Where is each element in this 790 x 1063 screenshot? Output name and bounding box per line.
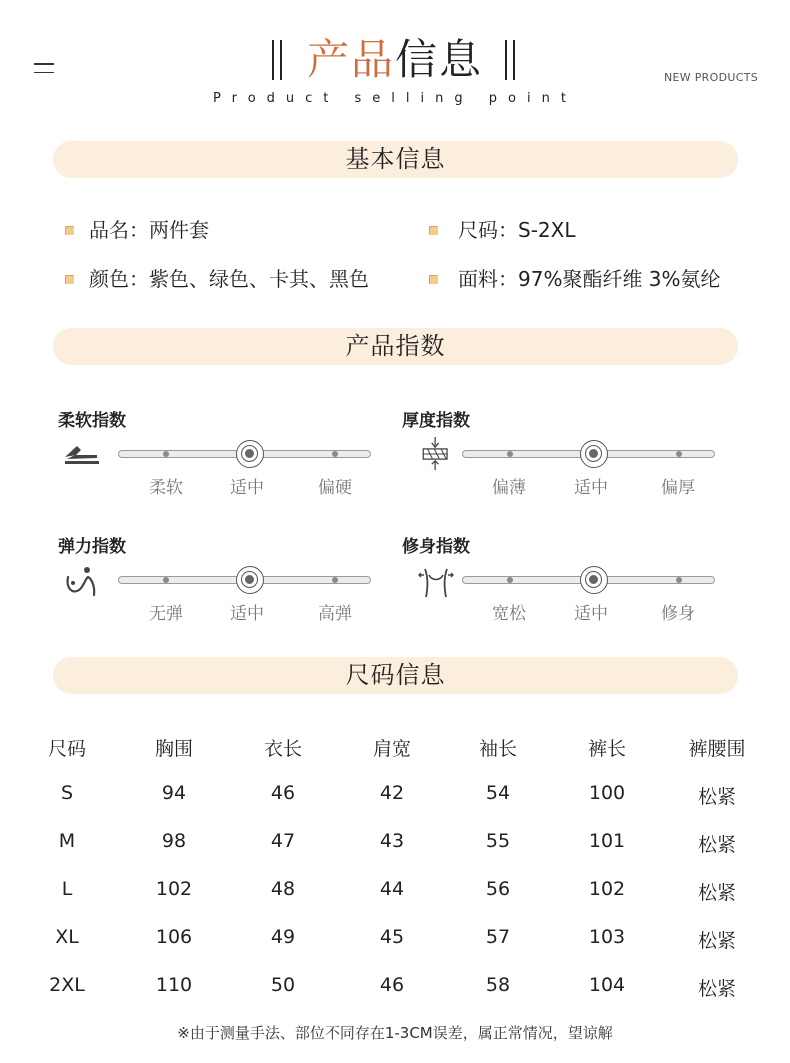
size-cell: 43 [379, 830, 405, 852]
elasticity-dot [163, 577, 169, 583]
shoe-icon [63, 440, 99, 474]
size-cell: 56 [485, 878, 511, 900]
product-colors: 颜色：紫色、绿色、卡其、黑色 [89, 267, 369, 291]
product-name: 品名：两件套 [89, 218, 209, 242]
size-cell: 100 [588, 782, 626, 804]
product-size: 尺码：S-2XL [458, 218, 576, 242]
softness-tick-3: 偏硬 [318, 478, 352, 498]
thickness-label: 厚度指数 [402, 411, 470, 431]
stretch-person-icon [63, 565, 99, 599]
size-cell: 54 [485, 782, 511, 804]
size-header-cell: 尺码 [47, 738, 86, 760]
size-cell: XL [55, 926, 79, 948]
size-cell: 松紧 [697, 786, 736, 808]
size-cell: 58 [485, 974, 511, 996]
size-cell: S [60, 782, 74, 804]
softness-dot [163, 451, 169, 457]
size-cell: 45 [379, 926, 405, 948]
title-right-bars [505, 40, 517, 80]
size-cell: 2XL [49, 974, 85, 996]
new-products-label: NEW PRODUCTS [664, 71, 758, 84]
softness-tick-1: 柔软 [149, 478, 183, 498]
thickness-dot [507, 451, 513, 457]
fit-tick-1: 宽松 [492, 604, 526, 624]
measurement-note: ※由于测量手法、部位不同存在1-3CM误差，属正常情况，望谅解 [177, 1024, 613, 1042]
size-cell: 松紧 [697, 882, 736, 904]
title-accent: 产品 [306, 35, 395, 84]
size-cell: 松紧 [697, 834, 736, 856]
size-cell: 110 [155, 974, 193, 996]
size-cell: 46 [270, 782, 296, 804]
size-cell: 46 [379, 974, 405, 996]
size-cell: 49 [270, 926, 296, 948]
softness-label: 柔软指数 [58, 411, 126, 431]
size-cell: 55 [485, 830, 511, 852]
size-cell: 101 [588, 830, 626, 852]
softness-selected-marker [236, 440, 264, 468]
size-cell: 106 [155, 926, 193, 948]
size-cell: 42 [379, 782, 405, 804]
size-cell: L [61, 878, 73, 900]
fit-label: 修身指数 [402, 537, 470, 557]
thickness-dot [676, 451, 682, 457]
size-cell: 104 [588, 974, 626, 996]
bullet-icon [429, 275, 438, 284]
page-subtitle: Product selling point [213, 91, 577, 106]
thickness-tick-3: 偏厚 [661, 478, 695, 498]
fit-selected-marker [580, 566, 608, 594]
bullet-icon [65, 275, 74, 284]
size-cell: 松紧 [697, 930, 736, 952]
elasticity-dot [332, 577, 338, 583]
thickness-tick-2: 适中 [574, 478, 608, 498]
size-cell: 44 [379, 878, 405, 900]
size-cell: 102 [155, 878, 193, 900]
section-size-info: 尺码信息 [53, 657, 738, 694]
softness-tick-2: 适中 [230, 478, 264, 498]
section-product-index: 产品指数 [53, 328, 738, 365]
softness-dot [332, 451, 338, 457]
bullet-icon [65, 226, 74, 235]
fit-tick-3: 修身 [661, 604, 695, 624]
size-cell: 50 [270, 974, 296, 996]
thickness-icon [418, 437, 454, 471]
size-cell: 57 [485, 926, 511, 948]
size-header-cell: 肩宽 [372, 738, 411, 760]
elasticity-tick-2: 适中 [230, 604, 264, 624]
fit-dot [507, 577, 513, 583]
elasticity-tick-1: 无弹 [149, 604, 183, 624]
fit-tick-2: 适中 [574, 604, 608, 624]
section-basic-info: 基本信息 [53, 141, 738, 178]
bullet-icon [429, 226, 438, 235]
size-cell: 102 [588, 878, 626, 900]
size-header-cell: 裤腰围 [688, 738, 746, 760]
product-fabric: 面料：97%聚酯纤维 3%氨纶 [458, 267, 721, 291]
size-cell: 48 [270, 878, 296, 900]
size-header-cell: 衣长 [263, 738, 302, 760]
elasticity-label: 弹力指数 [58, 537, 126, 557]
title-rest: 信息 [395, 35, 484, 84]
fit-dot [676, 577, 682, 583]
torso-icon [418, 565, 454, 599]
size-cell: 103 [588, 926, 626, 948]
size-cell: 98 [161, 830, 187, 852]
size-cell: 94 [161, 782, 187, 804]
size-header-cell: 胸围 [154, 738, 193, 760]
size-cell: 松紧 [697, 978, 736, 1000]
size-cell: 47 [270, 830, 296, 852]
size-cell: M [58, 830, 76, 852]
elasticity-selected-marker [236, 566, 264, 594]
elasticity-tick-3: 高弹 [318, 604, 352, 624]
size-header-cell: 袖长 [478, 738, 517, 760]
thickness-selected-marker [580, 440, 608, 468]
thickness-tick-1: 偏薄 [492, 478, 526, 498]
size-header-cell: 裤长 [587, 738, 626, 760]
